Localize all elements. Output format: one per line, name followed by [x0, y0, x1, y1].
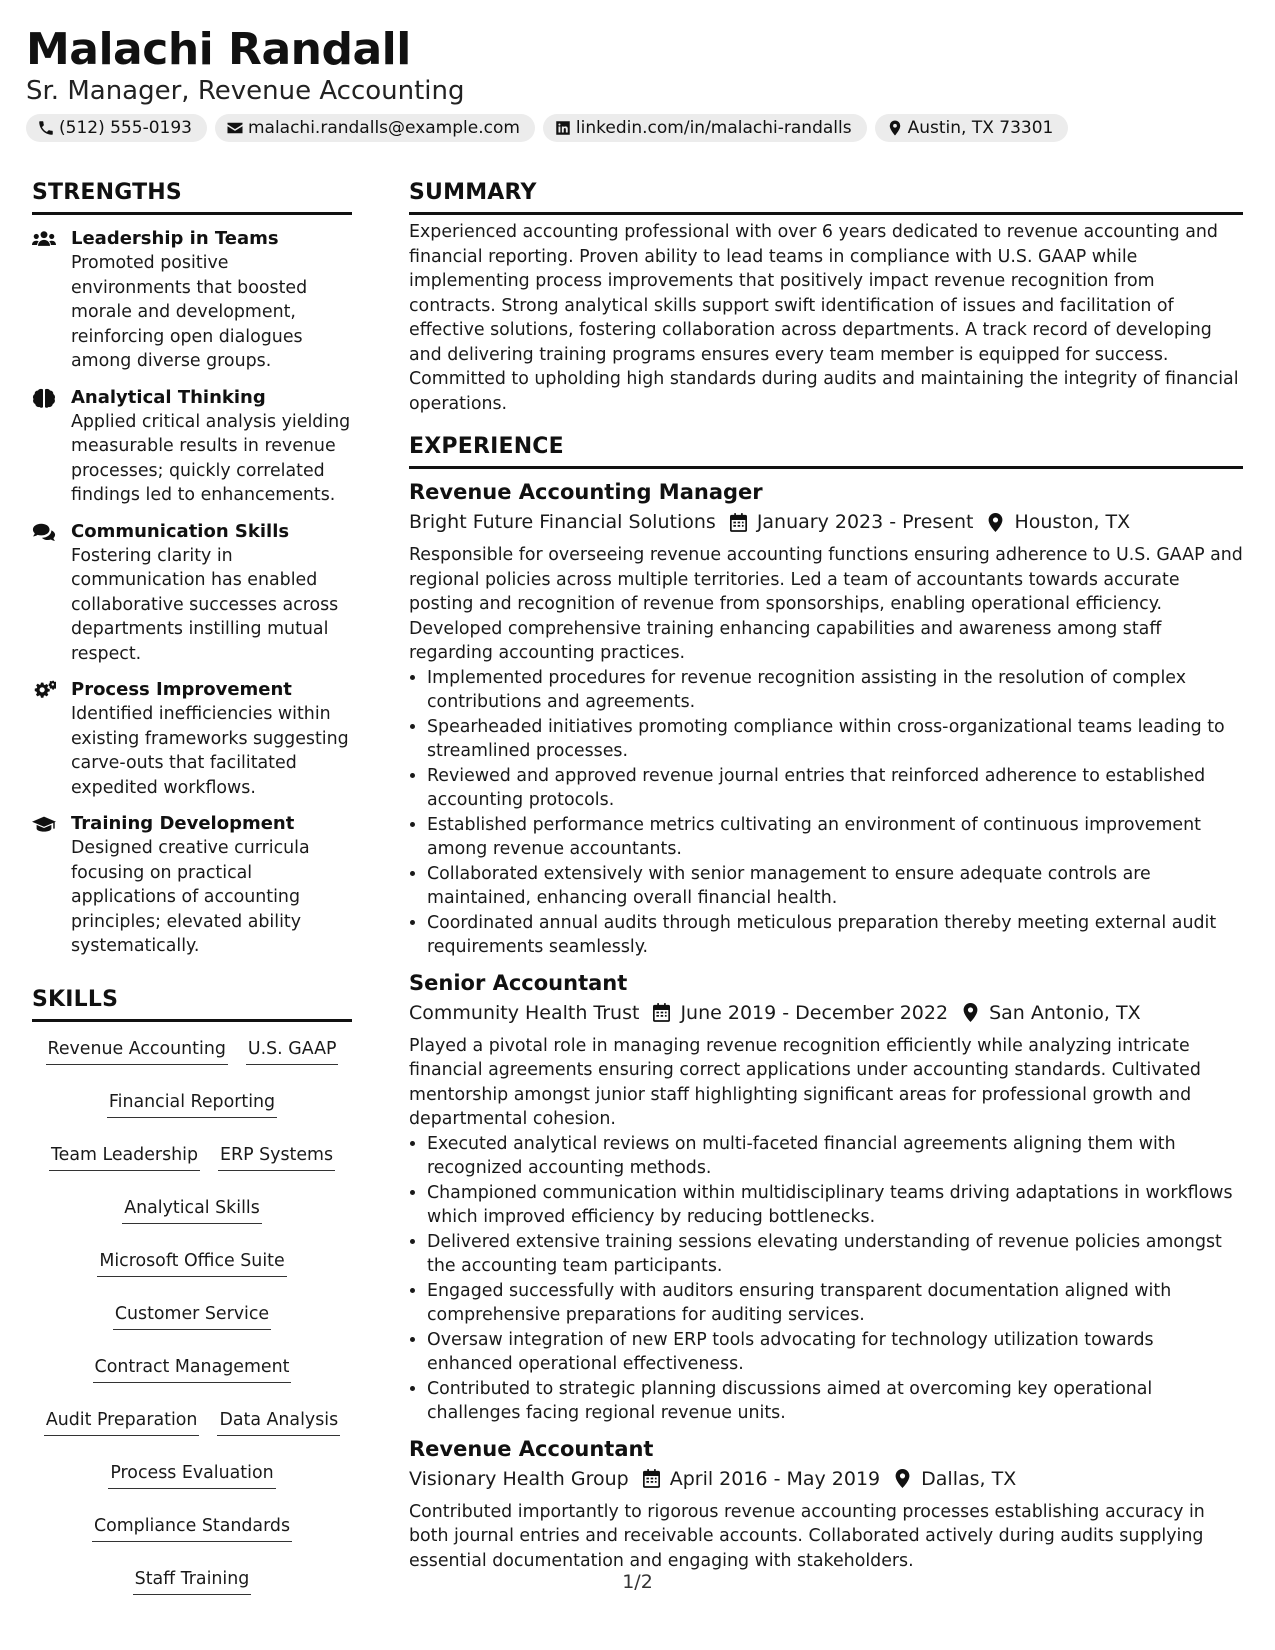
strength-description: Applied critical analysis yielding measurable results in revenue processes; quickly correlated findings led to enhancements. [71, 411, 351, 505]
job-company: Bright Future Financial Solutions [409, 511, 716, 533]
job-company: Community Health Trust [409, 1001, 640, 1024]
job-location: Dallas, TX [921, 1467, 1017, 1490]
skill-tag: Compliance Standards [92, 1513, 292, 1542]
strength-description: Designed creative curricula focusing on practical applications of accounting principles; elevated ability systematically. [71, 838, 310, 956]
map-pin-icon [886, 119, 904, 137]
strength-title: Analytical Thinking [71, 386, 266, 408]
skill-tag: Staff Training [133, 1566, 252, 1595]
job-title: Revenue Accountant [409, 1436, 654, 1461]
skill-tag: Process Evaluation [108, 1460, 275, 1489]
skill-tag: Financial Reporting [107, 1089, 277, 1118]
skill-tag: Data Analysis [217, 1407, 340, 1436]
job-description: Contributed importantly to rigorous revenue accounting processes establishing accuracy in both journal entries and receivable accounts. Collaborated actively during audits supplying essential documentation and engaging with stakeholders. [409, 1501, 1205, 1571]
skill-tag: Contract Management [93, 1354, 292, 1383]
skill-tag: Customer Service [113, 1301, 271, 1330]
strength-title: Leadership in Teams [71, 228, 279, 249]
contact-email-text: malachi.randalls@example.com [247, 118, 520, 138]
job-entry [409, 1434, 1243, 1574]
job-description: Played a pivotal role in managing revenue recognition efficiently while analyzing intricate financial agreements ensuring correct applications under accounting standards. Cultivated mentorship amongst junior staff highlighting significant areas for professional growth and departmental cohesion. [409, 1035, 1201, 1129]
job-entry [409, 968, 1243, 1426]
skills-heading: SKILLS [32, 985, 352, 1022]
job-bullet: • Collaborated extensively with senior management to ensure adequate controls are maintained, enhancing overall financial health. [427, 862, 1243, 911]
contact-linkedin-text: linkedin.com/in/malachi-randalls [575, 118, 852, 138]
strength-title: Training Development [71, 813, 295, 834]
contact-email[interactable] [215, 114, 535, 142]
cogs-icon [32, 680, 58, 700]
map-pin-icon [962, 1003, 979, 1022]
graduation-cap-icon [32, 814, 58, 834]
job-bullets [409, 1132, 1243, 1426]
job-bullet: • Coordinated annual audits through meticulous preparation thereby meeting external audit requirements seamlessly. [427, 911, 1243, 960]
envelope-icon [226, 119, 244, 137]
job-meta [409, 998, 1243, 1028]
job-bullet: • Established performance metrics cultivating an environment of continuous improvement among revenue accountants. [427, 813, 1243, 862]
contact-bar [26, 114, 1068, 142]
phone-icon [37, 119, 55, 137]
summary-text: Experienced accounting professional with over 6 years dedicated to revenue accounting and financial reporting. Proven ability to lead teams in compliance with U.S. GAAP while implementing process improvements that positively impact revenue recognition from contracts. Strong analytical skills support swift identification of issues and facilitation of effective solutions, fostering collaboration across departments. A track record of developing and delivering training programs ensures every team member is equipped for success. Committed to upholding high standards during audits and maintaining the integrity of financial operations. [409, 222, 1239, 414]
job-dates: January 2023 - Present [756, 511, 974, 533]
skill-tag: Audit Preparation [44, 1407, 200, 1436]
calendar-icon [730, 513, 747, 532]
contact-phone-text: (512) 555-0193 [59, 118, 192, 138]
job-meta [409, 1464, 1243, 1494]
experience-heading: EXPERIENCE [409, 432, 1243, 469]
job-location: San Antonio, TX [989, 1001, 1141, 1024]
page-number: 1/2 [622, 1571, 653, 1593]
job-dates: June 2019 - December 2022 [680, 1001, 949, 1024]
job-bullet: • Oversaw integration of new ERP tools advocating for technology utilization towards enhanced operational effectiveness. [427, 1328, 1243, 1377]
left-column [32, 178, 352, 1595]
job-bullet: • Spearheaded initiatives promoting compliance within cross-organizational teams leading to streamlined processes. [427, 715, 1243, 764]
users-icon [32, 229, 58, 249]
job-title: Revenue Accounting Manager [409, 480, 763, 504]
job-dates: April 2016 - May 2019 [669, 1467, 881, 1490]
job-title: Senior Accountant [409, 970, 628, 995]
calendar-icon [653, 1003, 670, 1022]
skill-tag: ERP Systems [218, 1142, 335, 1171]
strength-description: Fostering clarity in communication has enabled collaborative successes across departments instilling mutual respect. [71, 545, 339, 664]
job-meta [409, 507, 1243, 537]
skill-tag: Team Leadership [49, 1142, 200, 1171]
job-bullets [409, 666, 1243, 960]
skill-tag: U.S. GAAP [246, 1036, 339, 1065]
job-description: Responsible for overseeing revenue accounting functions ensuring adherence to U.S. GAAP and regional policies across multiple territories. Led a team of accountants towards accurate posting and recognition of revenue from sponsorships, enabling operational efficiency. Developed comprehensive training enhancing capabilities and awareness among staff regarding accounting practices. [409, 545, 1243, 663]
linkedin-icon [554, 119, 572, 137]
contact-linkedin[interactable] [543, 114, 867, 142]
strength-item [32, 678, 352, 800]
contact-location-text: Austin, TX 73301 [907, 118, 1054, 138]
skill-tag: Microsoft Office Suite [97, 1248, 286, 1277]
contact-phone[interactable] [26, 114, 207, 142]
map-pin-icon [987, 513, 1004, 532]
skill-tag: Revenue Accounting [46, 1036, 228, 1065]
job-entry [409, 477, 1243, 960]
candidate-name: Malachi Randall [26, 24, 411, 75]
job-bullet: • Contributed to strategic planning discussions aimed at overcoming key operational challenges facing regional revenue units. [427, 1377, 1243, 1426]
job-bullet: • Executed analytical reviews on multi-faceted financial agreements aligning them with recognized accounting methods. [427, 1132, 1243, 1181]
job-bullet: • Delivered extensive training sessions elevating understanding of revenue policies amongst the accounting team participants. [427, 1230, 1243, 1279]
strength-title: Process Improvement [71, 679, 292, 700]
job-company: Visionary Health Group [409, 1467, 629, 1490]
strength-description: Identified inefficiencies within existing frameworks suggesting carve-outs that facilitated expedited workflows. [71, 704, 349, 798]
strength-item [32, 520, 352, 667]
job-location: Houston, TX [1014, 511, 1131, 533]
candidate-headline: Sr. Manager, Revenue Accounting [26, 76, 465, 106]
summary-heading: SUMMARY [409, 178, 1243, 215]
map-pin-icon [894, 1469, 911, 1488]
contact-location [875, 114, 1069, 142]
right-column [409, 178, 1243, 1573]
job-bullet: • Implemented procedures for revenue recognition assisting in the resolution of complex contributions and agreements. [427, 666, 1243, 715]
comments-icon [32, 522, 58, 542]
job-bullet: • Reviewed and approved revenue journal entries that reinforced adherence to established accounting protocols. [427, 764, 1243, 813]
calendar-icon [643, 1469, 660, 1488]
job-bullet: • Engaged successfully with auditors ensuring transparent documentation aligned with comprehensive preparations for auditing services. [427, 1279, 1243, 1328]
strength-description: Promoted positive environments that boosted morale and development, reinforcing open dialogues among diverse groups. [71, 253, 308, 371]
brain-icon [32, 388, 58, 408]
strength-item [32, 812, 352, 959]
strengths-heading: STRENGTHS [32, 178, 352, 215]
job-bullet: • Championed communication within multidisciplinary teams driving adaptations in workflows which improved efficiency by reducing bottlenecks. [427, 1181, 1243, 1230]
skills-list [32, 1036, 352, 1595]
strength-title: Communication Skills [71, 520, 290, 542]
skill-tag: Analytical Skills [122, 1195, 262, 1224]
strength-item [32, 386, 352, 508]
strength-item [32, 227, 352, 374]
